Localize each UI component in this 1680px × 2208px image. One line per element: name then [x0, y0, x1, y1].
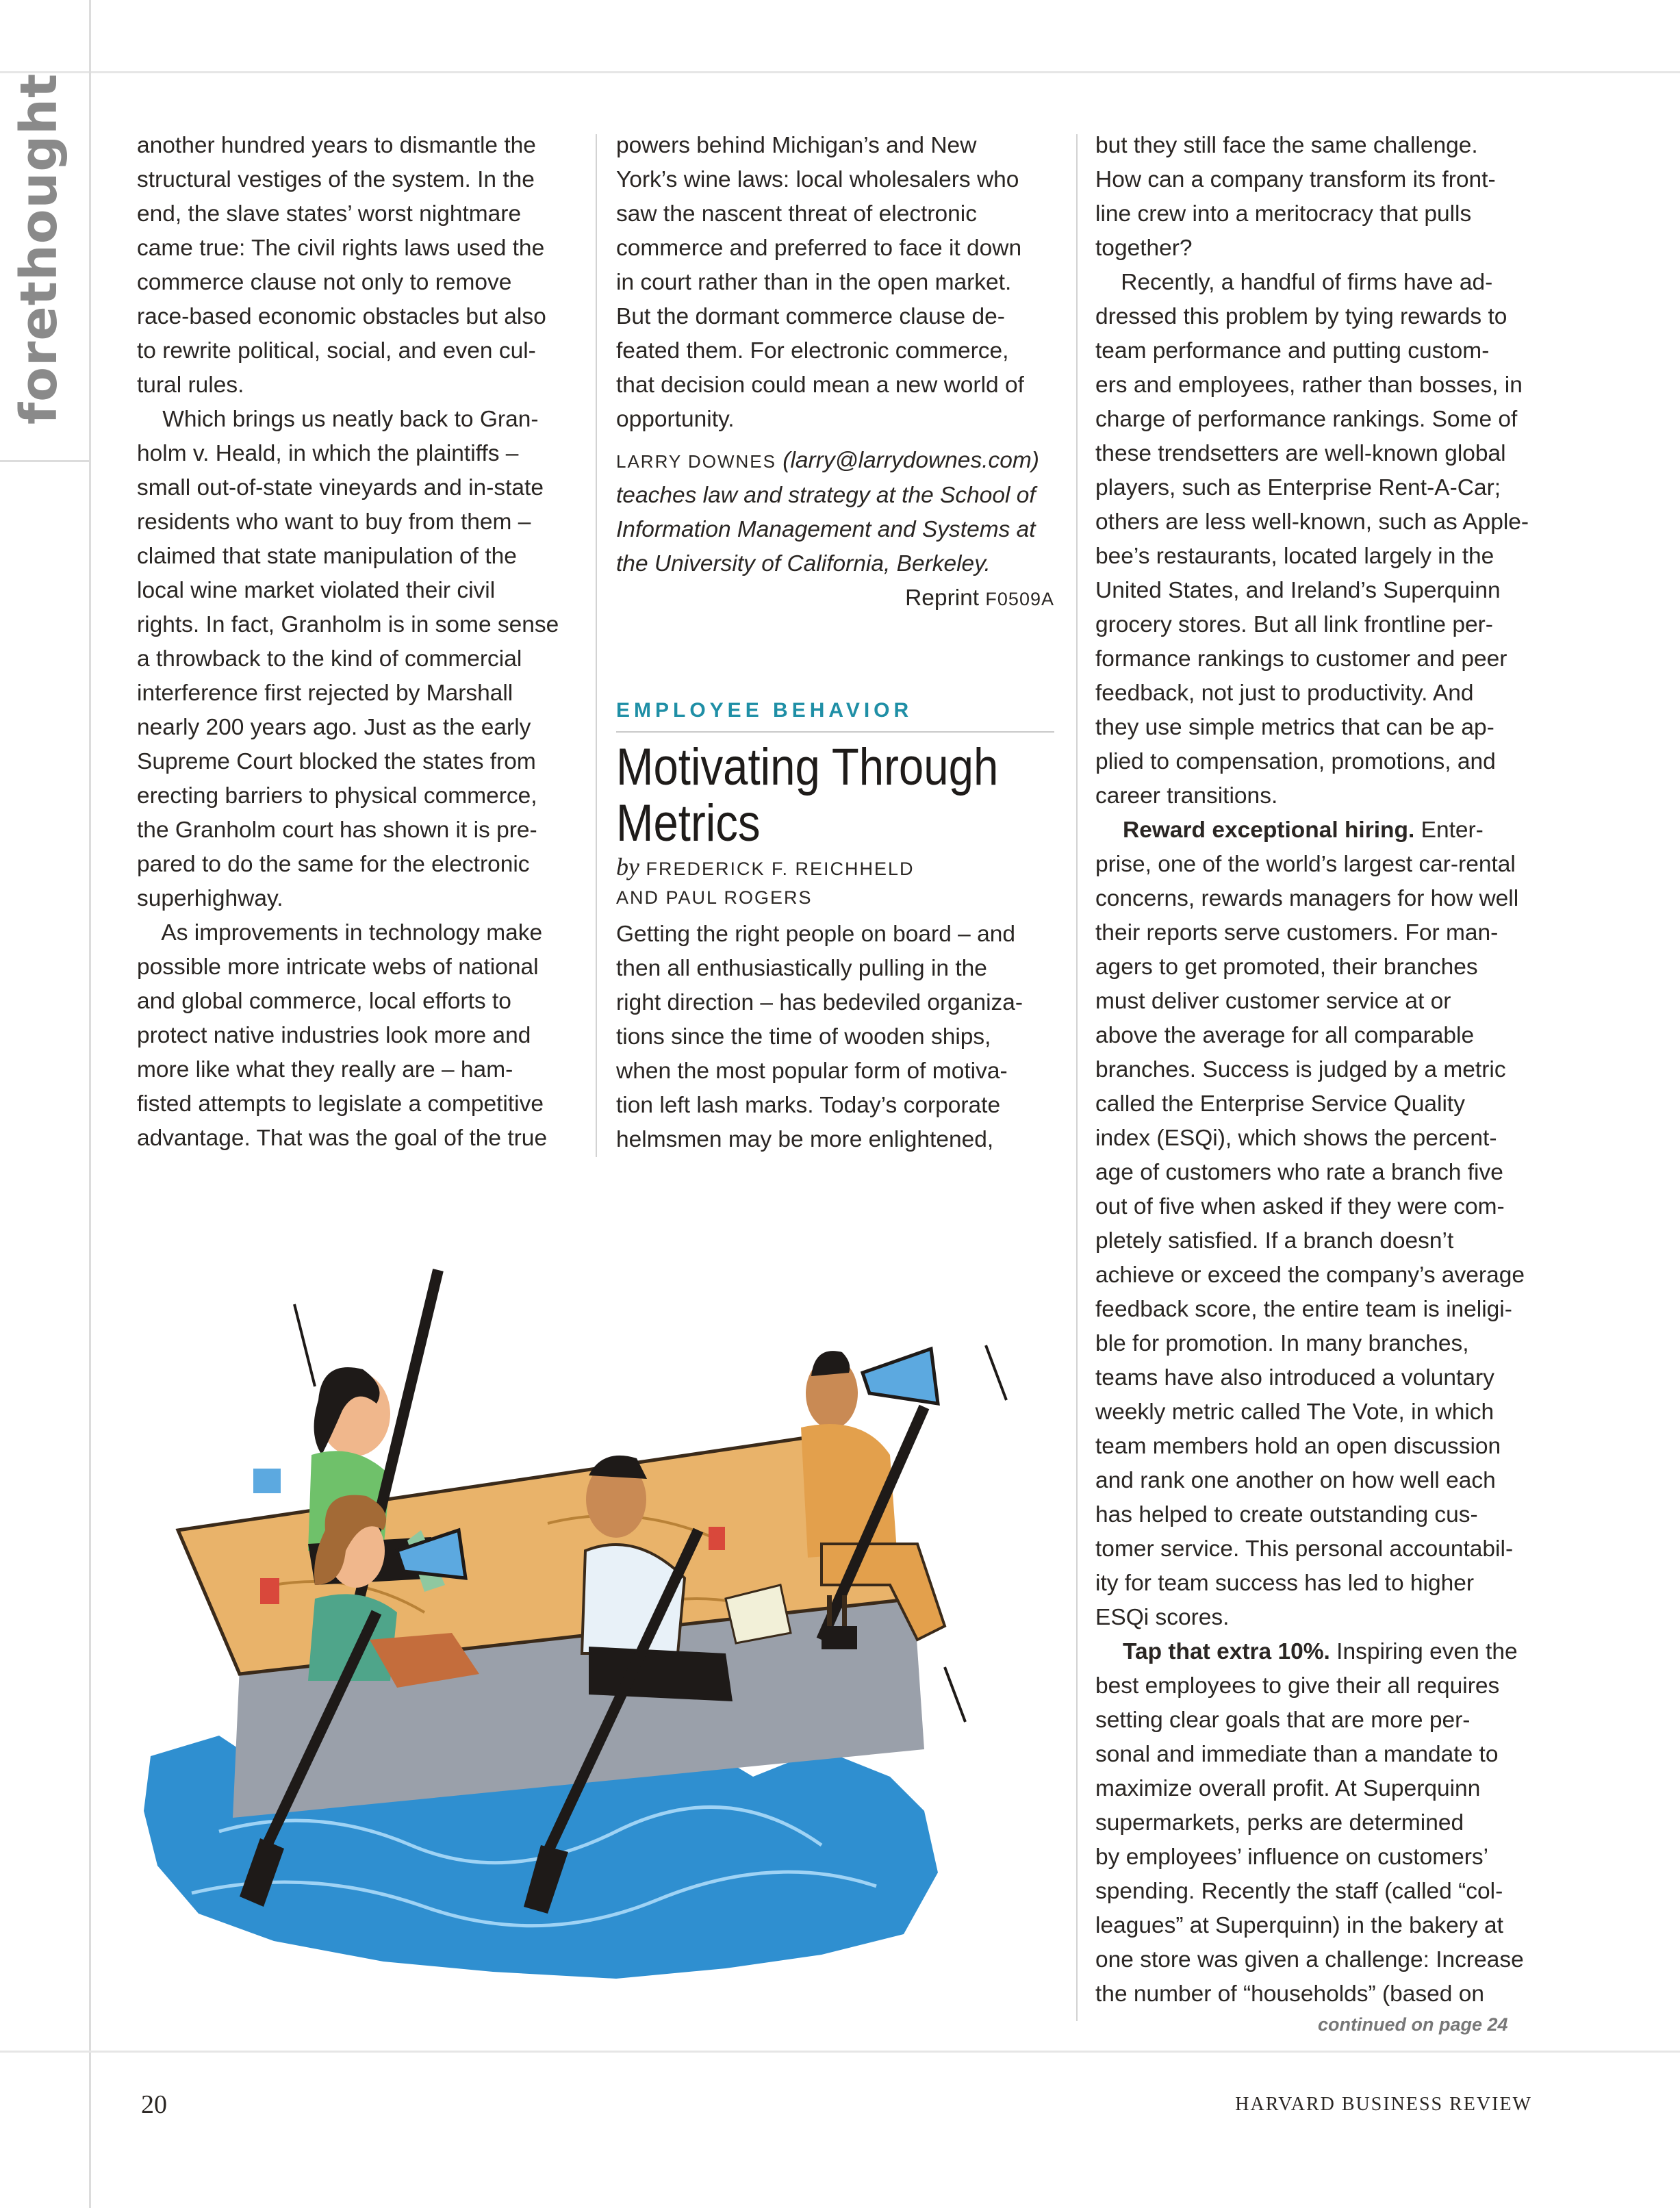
text-line: charge of performance rankings. Some of	[1095, 407, 1518, 432]
page-number: 20	[141, 2090, 167, 2119]
text-line: age of customers who rate a branch five	[1095, 1160, 1503, 1185]
subhead-tail: Enter-	[1414, 817, 1484, 843]
text-line: team performance and putting custom-	[1095, 338, 1490, 364]
text-line: Getting the right people on board – and	[616, 922, 1015, 947]
text-line: and rank one another on how well each	[1095, 1468, 1496, 1493]
section-tab: forethought	[10, 73, 68, 424]
reprint-line	[616, 581, 1054, 616]
text-line: a throwback to the kind of commercial	[137, 646, 522, 672]
text-line: feedback score, the entire team is ineligi-	[1095, 1297, 1512, 1322]
text-line: best employees to give their all requires	[1095, 1673, 1500, 1699]
text-line: superhighway.	[137, 886, 283, 911]
text-line: United States, and Ireland’s Superquinn	[1095, 578, 1501, 603]
text-line: race-based economic obstacles but also	[137, 304, 546, 329]
subhead-tail: Inspiring even the	[1329, 1639, 1518, 1664]
text-line: setting clear goals that are more per-	[1095, 1708, 1471, 1733]
text-line: sonal and immediate than a mandate to	[1095, 1742, 1499, 1767]
text-line: but they still face the same challenge.	[1095, 133, 1478, 158]
text-line: formance rankings to customer and peer	[1095, 646, 1507, 672]
reprint-code: F0509A	[985, 589, 1054, 609]
text-line: must deliver customer service at or	[1095, 989, 1451, 1014]
text-line: team members hold an open discussion	[1095, 1434, 1501, 1459]
continued-note: continued on page 24	[1318, 2014, 1508, 2035]
text-line: advantage. That was the goal of the true	[137, 1126, 548, 1151]
title-line-2: Metrics	[616, 794, 761, 852]
text-line: pared to do the same for the electronic	[137, 852, 530, 877]
text-line: to rewrite political, social, and even cul-	[137, 338, 536, 364]
text-line: others are less well-known, such as Apple-	[1095, 509, 1529, 535]
magazine-name: HARVARD BUSINESS REVIEW	[1235, 2094, 1532, 2115]
text-line: ESQi scores.	[1095, 1605, 1230, 1630]
author-bio-line: teaches law and strategy at the School of	[616, 483, 1036, 508]
text-line: achieve or exceed the company’s average	[1095, 1262, 1525, 1288]
text-line: their reports serve customers. For man-	[1095, 920, 1499, 946]
author-bio-line	[616, 444, 1054, 479]
author-bio-line: Information Management and Systems at	[616, 517, 1036, 542]
text-line: Which brings us neatly back to Gran-	[137, 407, 539, 432]
text-line: local wine market violated their civil	[137, 578, 496, 603]
text-line: tions since the time of wooden ships,	[616, 1024, 991, 1050]
text-line: index (ESQi), which shows the percent-	[1095, 1126, 1497, 1151]
text-line: the Granholm court has shown it is pre-	[137, 817, 537, 843]
title-line-1: Motivating Through	[616, 738, 999, 796]
text-line: dressed this problem by tying rewards to	[1095, 304, 1507, 329]
text-line: feated them. For electronic commerce,	[616, 338, 1009, 364]
article-title	[616, 738, 999, 852]
text-line: structural vestiges of the system. In the	[137, 167, 535, 192]
text-line: line crew into a meritocracy that pulls	[1095, 201, 1472, 227]
text-line: leagues” at Superquinn) in the bakery at	[1095, 1913, 1503, 1938]
text-line: erecting barriers to physical commerce,	[137, 783, 537, 809]
text-line: Supreme Court blocked the states from	[137, 749, 536, 774]
text-line: these trendsetters are well-known global	[1095, 441, 1506, 466]
text-line: tomer service. This personal accountabil-	[1095, 1536, 1514, 1562]
text-line: tion left lash marks. Today’s corporate	[616, 1093, 1001, 1118]
text-line: they use simple metrics that can be ap-	[1095, 715, 1494, 740]
text-line: players, such as Enterprise Rent-A-Car;	[1095, 475, 1501, 500]
column-2	[616, 129, 1054, 616]
author-bio-line: the University of California, Berkeley.	[616, 551, 991, 576]
text-line: opportunity.	[616, 407, 735, 432]
text-line: rights. In fact, Granholm is in some sense	[137, 612, 559, 637]
author-line-2: AND PAUL ROGERS	[616, 887, 813, 908]
bio-email: (larry@larrydownes.com)	[776, 448, 1039, 473]
column-3	[1095, 129, 1540, 2012]
text-line: fisted attempts to legislate a competitive	[137, 1091, 544, 1117]
text-line: in court rather than in the open market.	[616, 270, 1012, 295]
text-line: small out-of-state vineyards and in-state	[137, 475, 544, 500]
text-line: maximize overall profit. At Superquinn	[1095, 1776, 1481, 1801]
text-line: that decision could mean a new world of	[616, 372, 1024, 398]
bio-author-name: LARRY DOWNES	[616, 451, 776, 472]
text-line: tural rules.	[137, 372, 244, 398]
text-line: by employees’ influence on customers’	[1095, 1844, 1489, 1870]
top-rule	[0, 71, 1680, 73]
text-line: residents who want to buy from them –	[137, 509, 531, 535]
text-line: then all enthusiastically pulling in the	[616, 956, 987, 981]
text-line: nearly 200 years ago. Just as the early	[137, 715, 531, 740]
text-line: interference first rejected by Marshall	[137, 681, 513, 706]
text-line: spending. Recently the staff (called “col-	[1095, 1879, 1503, 1904]
text-line: ble for promotion. In many branches,	[1095, 1331, 1469, 1356]
author-line-1: FREDERICK F. REICHHELD	[639, 859, 915, 879]
bottom-rule	[0, 2051, 1680, 2053]
text-line: As improvements in technology make	[137, 920, 543, 946]
subhead-line	[1095, 1635, 1540, 1669]
text-line: together?	[1095, 236, 1193, 261]
text-line: right direction – has bedeviled organiza-	[616, 990, 1023, 1015]
text-line: helmsmen may be more enlightened,	[616, 1127, 994, 1152]
left-margin-rule	[89, 0, 91, 2208]
text-line: feedback, not just to productivity. And	[1095, 681, 1474, 706]
text-line: end, the slave states’ worst nightmare	[137, 201, 522, 227]
text-line: concerns, rewards managers for how well	[1095, 886, 1519, 911]
text-line: prise, one of the world’s largest car-rental	[1095, 852, 1516, 877]
section-tab-rule	[0, 460, 91, 462]
article-kicker: EMPLOYEE BEHAVIOR	[616, 699, 913, 722]
text-line: saw the nascent threat of electronic	[616, 201, 977, 227]
text-line: possible more intricate webs of national	[137, 954, 539, 980]
text-line: But the dormant commerce clause de-	[616, 304, 1005, 329]
text-line: called the Enterprise Service Quality	[1095, 1091, 1465, 1117]
text-line: bee’s restaurants, located largely in the	[1095, 544, 1494, 569]
rowing-raft-illustration	[137, 1229, 1054, 1989]
text-line: pletely satisfied. If a branch doesn’t	[1095, 1228, 1454, 1254]
by-word: by	[616, 853, 639, 880]
text-line: plied to compensation, promotions, and	[1095, 749, 1496, 774]
text-line: the number of “households” (based on	[1095, 1981, 1484, 2007]
subhead-extra-10: Tap that extra 10%.	[1123, 1639, 1330, 1664]
text-line: another hundred years to dismantle the	[137, 133, 536, 158]
reprint-label: Reprint	[905, 585, 986, 611]
text-line: holm v. Heald, in which the plaintiffs –	[137, 441, 519, 466]
text-line: Recently, a handful of firms have ad-	[1095, 270, 1493, 295]
text-line: and global commerce, local efforts to	[137, 989, 511, 1014]
text-line: when the most popular form of motiva-	[616, 1058, 1008, 1084]
text-line: agers to get promoted, their branches	[1095, 954, 1478, 980]
text-line: ers and employees, rather than bosses, in	[1095, 372, 1523, 398]
text-line: claimed that state manipulation of the	[137, 544, 517, 569]
column-1	[137, 129, 575, 1156]
text-line: How can a company transform its front-	[1095, 167, 1496, 192]
text-line: ity for team success has led to higher	[1095, 1571, 1475, 1596]
text-line: weekly metric called The Vote, in which	[1095, 1399, 1494, 1425]
text-line: grocery stores. But all link frontline per-	[1095, 612, 1493, 637]
text-line: one store was given a challenge: Increase	[1095, 1947, 1524, 1972]
text-line: commerce clause not only to remove	[137, 270, 512, 295]
text-line: out of five when asked if they were com-	[1095, 1194, 1505, 1219]
text-line: York’s wine laws: local wholesalers who	[616, 167, 1019, 192]
column-divider	[1076, 134, 1078, 2021]
article-body-column-2	[616, 917, 1054, 1157]
text-line: supermarkets, perks are determined	[1095, 1810, 1464, 1836]
text-line: branches. Success is judged by a metric	[1095, 1057, 1506, 1082]
text-line: protect native industries look more and	[137, 1023, 531, 1048]
text-line: more like what they really are – ham-	[137, 1057, 513, 1082]
text-line: commerce and preferred to face it down	[616, 236, 1022, 261]
text-line: powers behind Michigan’s and New	[616, 133, 977, 158]
column-divider	[596, 134, 597, 1157]
text-line: came true: The civil rights laws used the	[137, 236, 545, 261]
subhead-line	[1095, 813, 1540, 848]
text-line: career transitions.	[1095, 783, 1278, 809]
text-line: above the average for all comparable	[1095, 1023, 1475, 1048]
text-line: teams have also introduced a voluntary	[1095, 1365, 1494, 1391]
text-line: has helped to create outstanding cus-	[1095, 1502, 1478, 1527]
subhead-reward-hiring: Reward exceptional hiring.	[1123, 817, 1415, 843]
article-byline	[616, 852, 1054, 912]
kicker-rule	[616, 731, 1054, 733]
